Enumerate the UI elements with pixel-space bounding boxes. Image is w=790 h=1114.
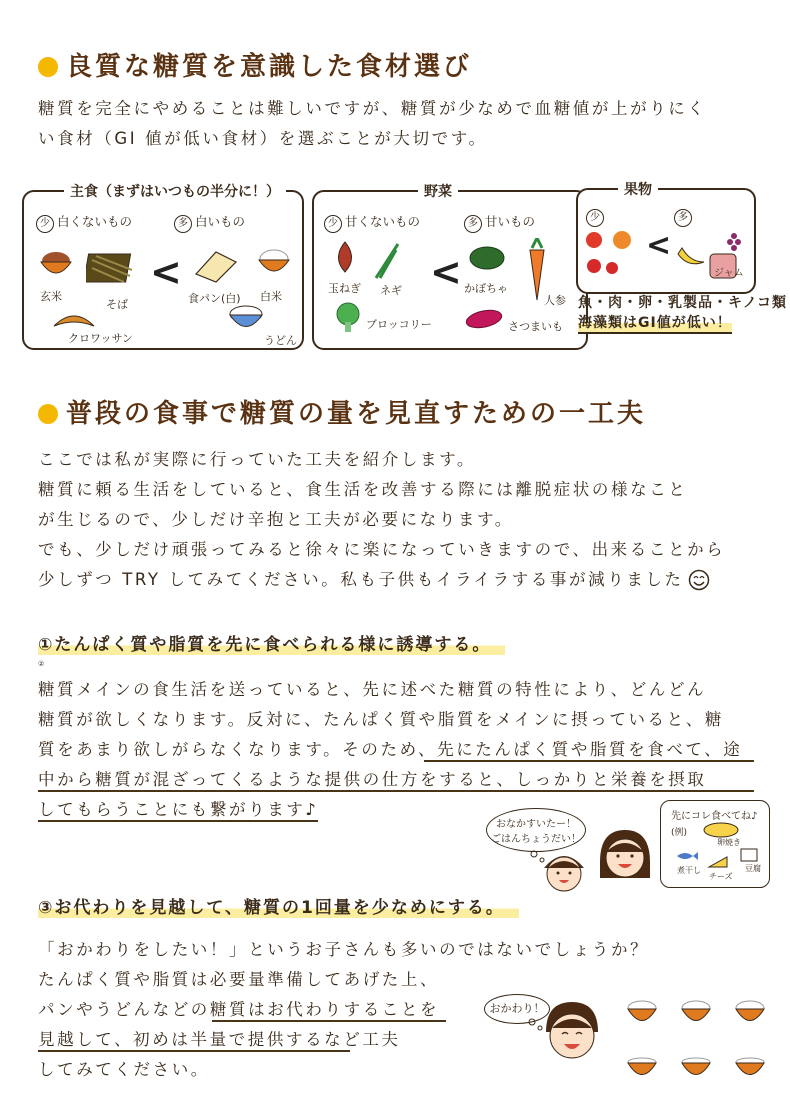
section2-line: 少しずつ TRY してみてください。私も子供もイライラする事が減りました <box>38 570 684 589</box>
veg-high-label: 多 甘いもの <box>464 212 535 233</box>
point1-line: してもらうことにも繋がります♪ <box>38 800 319 819</box>
pumpkin-icon <box>468 244 506 272</box>
veg-low-label: 少 甘くないもの <box>324 212 420 233</box>
point3-title: ③お代わりを見越して、糖質の1回量を少なめにする。 <box>38 893 519 918</box>
brown-rice-bowl-icon <box>38 250 74 280</box>
section1-heading-text: 良質な糖質を意識した食材選び <box>66 52 473 82</box>
point-small-mark: ② <box>38 660 45 668</box>
white-bread-icon <box>192 248 238 284</box>
section2-line: ここでは私が実際に行っていた工夫を紹介します。 <box>38 450 476 469</box>
item-label: さつまいも <box>508 320 563 333</box>
staple-box-title: 主食（まずはいつもの半分に！） <box>64 181 286 201</box>
item-label: 人参 <box>544 294 566 307</box>
high-amount-icon: 多 <box>674 209 692 227</box>
low-gi-note <box>578 292 787 334</box>
item-label: クロワッサン <box>68 332 133 345</box>
less-than-icon: < <box>430 250 462 294</box>
child-face-icon <box>540 1000 604 1064</box>
less-than-icon: < <box>646 228 672 263</box>
point3-line: たんぱく質や脂質は必要量準備してあげた上、 <box>38 970 440 989</box>
udon-bowl-icon <box>226 304 266 336</box>
broccoli-icon <box>332 302 364 334</box>
item-label: 玉ねぎ <box>328 282 361 295</box>
section1-heading <box>38 46 472 83</box>
item-label: 玄米 <box>40 290 62 303</box>
less-than-icon: < <box>150 250 182 294</box>
staple-food-box <box>22 184 304 350</box>
section1-line: い食材（GI 値が低い食材）を選ぶことが大切です。 <box>38 129 488 148</box>
tofu-icon <box>739 845 759 863</box>
bullet-dot-icon <box>38 404 58 424</box>
item-label: かぼちゃ <box>464 282 508 295</box>
rice-bowl-icon <box>682 1058 710 1075</box>
point3-line: パンやうどんなどの糖質はお代わりすることを <box>38 1000 440 1019</box>
point1-title: ①たんぱく質や脂質を先に食べられる様に誘導する。 <box>38 630 505 655</box>
section1-paragraph <box>38 94 707 154</box>
soba-icon <box>86 246 136 286</box>
child-face-icon <box>540 848 588 894</box>
section2-paragraph <box>38 445 725 595</box>
bullet-dot-icon <box>38 57 58 77</box>
green-onion-icon <box>372 240 402 280</box>
item-label: 白米 <box>260 290 282 303</box>
low-amount-icon: 少 <box>586 209 604 227</box>
jam-label: ジャム <box>714 268 744 279</box>
mother-speech-bubble: 先にコレ食べてね♪ (例) 卵焼き 煮干し チーズ 豆腐 <box>660 800 770 888</box>
emphasis-underline <box>38 820 318 822</box>
emphasis-underline <box>212 1020 446 1022</box>
mother-face-icon <box>596 828 654 888</box>
rice-bowl-icon <box>682 1001 710 1021</box>
point1-line: 糖質メインの食生活を送っていると、先に述べた糖質の特性により、どんどん <box>38 680 707 699</box>
child-speech-bubble: おかわり！ <box>484 994 550 1024</box>
rice-bowl-icon <box>628 1058 656 1075</box>
emphasis-underline <box>38 1050 350 1052</box>
high-amount-icon: 多 <box>464 215 482 233</box>
low-gi-fruits-icon <box>582 228 644 282</box>
sweet-potato-icon <box>464 308 504 330</box>
dried-fish-icon <box>675 849 699 863</box>
staple-high-label: 多 白いもの <box>174 212 245 233</box>
item-label: ネギ <box>380 284 402 297</box>
section2-heading-text: 普段の食事で糖質の量を見直すための一工夫 <box>66 399 647 429</box>
point3-line: 見越して、初めは半量で提供するなど工夫 <box>38 1030 401 1049</box>
point3-line: してみてください。 <box>38 1060 210 1079</box>
point3-line: 「おかわりをしたい！」というお子さんも多いのではないでしょうか？ <box>38 940 650 959</box>
item-label: そば <box>106 298 128 311</box>
section2-heading <box>38 393 646 430</box>
item-label: 食パン(白) <box>188 292 241 305</box>
child-speech-bubble: おなかすいたー！ ごはんちょうだい！ <box>486 808 586 852</box>
low-gi-note-line1: 魚・肉・卵・乳製品・キノコ類 <box>578 295 788 311</box>
section2-line: でも、少しだけ頑張ってみると徐々に楽になっていきますので、出来ることから <box>38 540 726 559</box>
cheese-icon <box>707 853 729 869</box>
point1-line: 質をあまり欲しがらなくなります。そのため、先にたんぱく質や脂質を食べて、途 <box>38 740 743 759</box>
rice-bowls-group <box>618 994 778 1090</box>
vegetable-box <box>312 184 588 350</box>
point1-line: 中から糖質が混ざってくるような提供の仕方をすると、しっかりと栄養を摂取 <box>38 770 707 789</box>
high-amount-icon: 多 <box>174 215 192 233</box>
low-amount-icon: 少 <box>324 215 342 233</box>
section2-line: が生じるので、少しだけ辛抱と工夫が必要になります。 <box>38 510 514 529</box>
low-amount-icon: 少 <box>36 215 54 233</box>
section1-line: 糖質を完全にやめることは難しいですが、糖質が少なめで血糖値が上がりにく <box>38 99 707 118</box>
fruit-low-label <box>586 208 607 227</box>
rice-bowl-icon <box>736 1058 764 1075</box>
fruit-box <box>576 182 756 294</box>
emphasis-underline <box>38 790 754 792</box>
item-label: ブロッコリー <box>366 318 432 331</box>
point1-paragraph <box>38 675 742 825</box>
low-gi-note-line2: 海藻類はGI値が低い！ <box>578 312 732 334</box>
item-label: うどん <box>264 334 297 347</box>
point1-line: 糖質が欲しくなります。反対に、たんぱく質や脂質をメインに摂っていると、糖 <box>38 710 724 729</box>
veg-box-title: 野菜 <box>418 181 458 201</box>
food-gi-illustration <box>22 178 788 354</box>
staple-low-label: 少 白くないもの <box>36 212 132 233</box>
smiley-face-icon <box>688 569 710 591</box>
emphasis-underline <box>424 760 754 762</box>
fruit-box-title: 果物 <box>618 179 658 199</box>
section2-line: 糖質に頼る生活をしていると、食生活を改善する際には離脱症状の様なこと <box>38 480 688 499</box>
onion-icon <box>330 240 360 274</box>
white-rice-bowl-icon <box>256 248 292 278</box>
croissant-icon <box>52 310 96 330</box>
rice-bowl-icon <box>736 1001 764 1021</box>
rice-bowl-icon <box>628 1001 656 1021</box>
